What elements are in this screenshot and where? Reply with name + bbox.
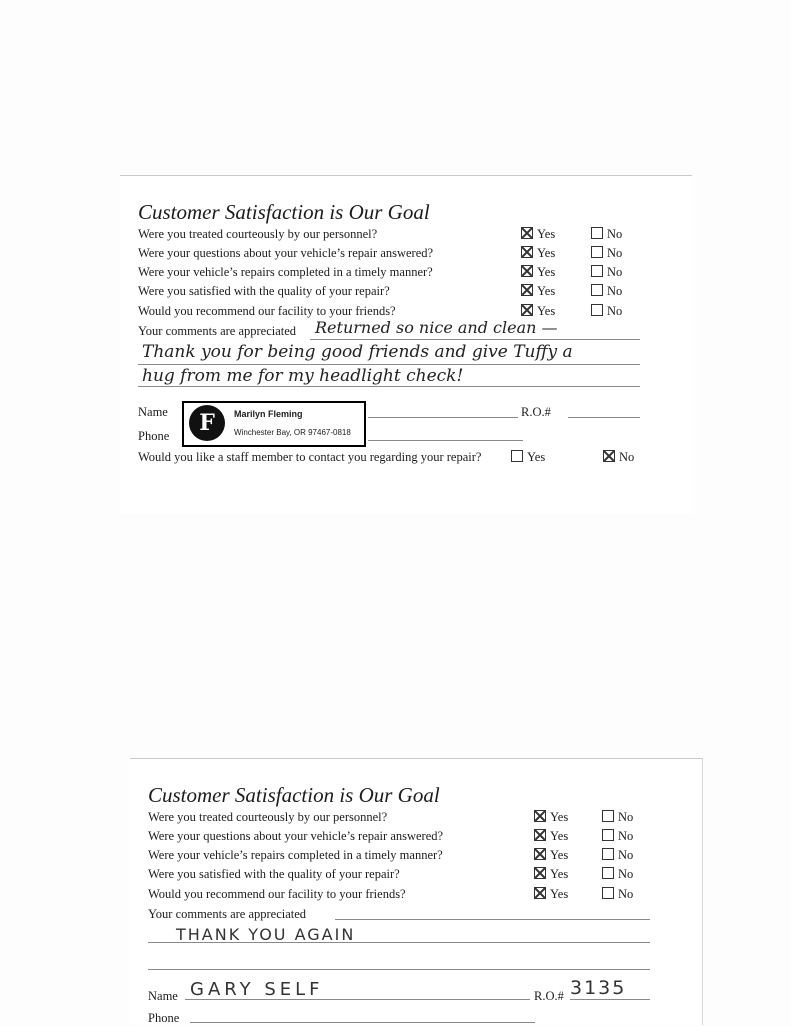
ro-line [570, 999, 650, 1000]
phone-line [190, 1022, 535, 1023]
comment-line [138, 386, 640, 387]
no-option-4[interactable]: No [591, 284, 622, 299]
ro-label: R.O.# [521, 405, 551, 419]
checked-box-icon[interactable] [534, 829, 546, 841]
yes-option-2[interactable]: Yes [534, 829, 568, 844]
no-option-2[interactable]: No [591, 246, 622, 261]
question-4: Were you satisfied with the quality of your repair? [138, 284, 390, 298]
address-stamp [182, 401, 366, 447]
checkbox-icon[interactable] [602, 848, 614, 860]
checked-box-icon[interactable] [521, 284, 533, 296]
no-option-5[interactable]: No [591, 304, 622, 319]
phone-label: Phone [148, 1011, 180, 1025]
checkbox-icon[interactable] [591, 227, 603, 239]
checked-box-icon[interactable] [534, 848, 546, 860]
checkbox-icon[interactable] [602, 829, 614, 841]
checked-box-icon[interactable] [521, 227, 533, 239]
checkbox-icon[interactable] [591, 304, 603, 316]
ro-value: 3135 [570, 977, 627, 999]
checked-box-icon[interactable] [534, 887, 546, 899]
question-3: Were your vehicle’s repairs completed in a timely manner? [148, 848, 443, 862]
phone-line [368, 440, 523, 441]
checked-box-icon[interactable] [521, 265, 533, 277]
no-option-5[interactable]: No [602, 887, 633, 902]
question-4: Were you satisfied with the quality of your repair? [148, 867, 400, 881]
stamp-logo: F [189, 405, 225, 441]
handwritten-comment-1: THANK YOU AGAIN [176, 925, 356, 944]
comments-label: Your comments are appreciated [138, 324, 297, 338]
checkbox-icon[interactable] [602, 810, 614, 822]
satisfaction-card-2 [130, 758, 703, 1025]
yes-option-4[interactable]: Yes [521, 284, 555, 299]
checkbox-icon[interactable] [591, 284, 603, 296]
question-2: Were your questions about your vehicle’s repair answered? [148, 829, 444, 843]
contact-no-option[interactable]: No [603, 450, 634, 465]
name-line [368, 417, 518, 418]
stamp-address: Winchester Bay, OR 97467-0818 [234, 428, 351, 437]
phone-label: Phone [138, 429, 170, 443]
satisfaction-card-1 [120, 175, 692, 514]
no-option-4[interactable]: No [602, 867, 633, 882]
question-5: Would you recommend our facility to your friends? [148, 887, 406, 901]
ro-label: R.O.# [534, 989, 564, 1003]
contact-question: Would you like a staff member to contact you regarding your repair? [138, 450, 482, 464]
card-title: Customer Satisfaction is Our Goal [138, 200, 430, 224]
checked-box-icon[interactable] [521, 304, 533, 316]
comment-line [335, 919, 650, 920]
checkbox-icon[interactable] [602, 887, 614, 899]
question-1: Were you treated courteously by our personnel? [138, 227, 378, 241]
comment-line [148, 969, 650, 970]
yes-option-3[interactable]: Yes [521, 265, 555, 280]
checked-box-icon[interactable] [603, 450, 615, 462]
yes-option-1[interactable]: Yes [521, 227, 555, 242]
checkbox-icon[interactable] [602, 867, 614, 879]
checked-box-icon[interactable] [534, 867, 546, 879]
contact-yes-option[interactable]: Yes [511, 450, 545, 465]
name-label: Name [138, 405, 168, 419]
yes-option-5[interactable]: Yes [534, 887, 568, 902]
yes-option-2[interactable]: Yes [521, 246, 555, 261]
checked-box-icon[interactable] [534, 810, 546, 822]
name-value: GARY SELF [190, 979, 324, 1000]
no-option-2[interactable]: No [602, 829, 633, 844]
no-option-1[interactable]: No [591, 227, 622, 242]
card-title: Customer Satisfaction is Our Goal [148, 783, 440, 807]
yes-option-3[interactable]: Yes [534, 848, 568, 863]
question-2: Were your questions about your vehicle’s repair answered? [138, 246, 434, 260]
handwritten-comment-1: Returned so nice and clean — [315, 318, 558, 337]
yes-option-4[interactable]: Yes [534, 867, 568, 882]
comments-label: Your comments are appreciated [148, 907, 307, 921]
comment-line [310, 339, 640, 340]
checkbox-icon[interactable] [511, 450, 523, 462]
yes-option-5[interactable]: Yes [521, 304, 555, 319]
stamp-name: Marilyn Fleming [234, 409, 303, 419]
comment-line [138, 364, 640, 365]
question-1: Were you treated courteously by our personnel? [148, 810, 388, 824]
checkbox-icon[interactable] [591, 246, 603, 258]
no-option-3[interactable]: No [591, 265, 622, 280]
yes-option-1[interactable]: Yes [534, 810, 568, 825]
no-option-3[interactable]: No [602, 848, 633, 863]
handwritten-comment-3: hug from me for my headlight check! [142, 366, 464, 386]
checkbox-icon[interactable] [591, 265, 603, 277]
handwritten-comment-2: Thank you for being good friends and give Tuffy a [142, 342, 573, 362]
name-label: Name [148, 989, 178, 1003]
ro-line [568, 417, 640, 418]
question-3: Were your vehicle’s repairs completed in a timely manner? [138, 265, 433, 279]
question-5: Would you recommend our facility to your friends? [138, 304, 396, 318]
checked-box-icon[interactable] [521, 246, 533, 258]
no-option-1[interactable]: No [602, 810, 633, 825]
